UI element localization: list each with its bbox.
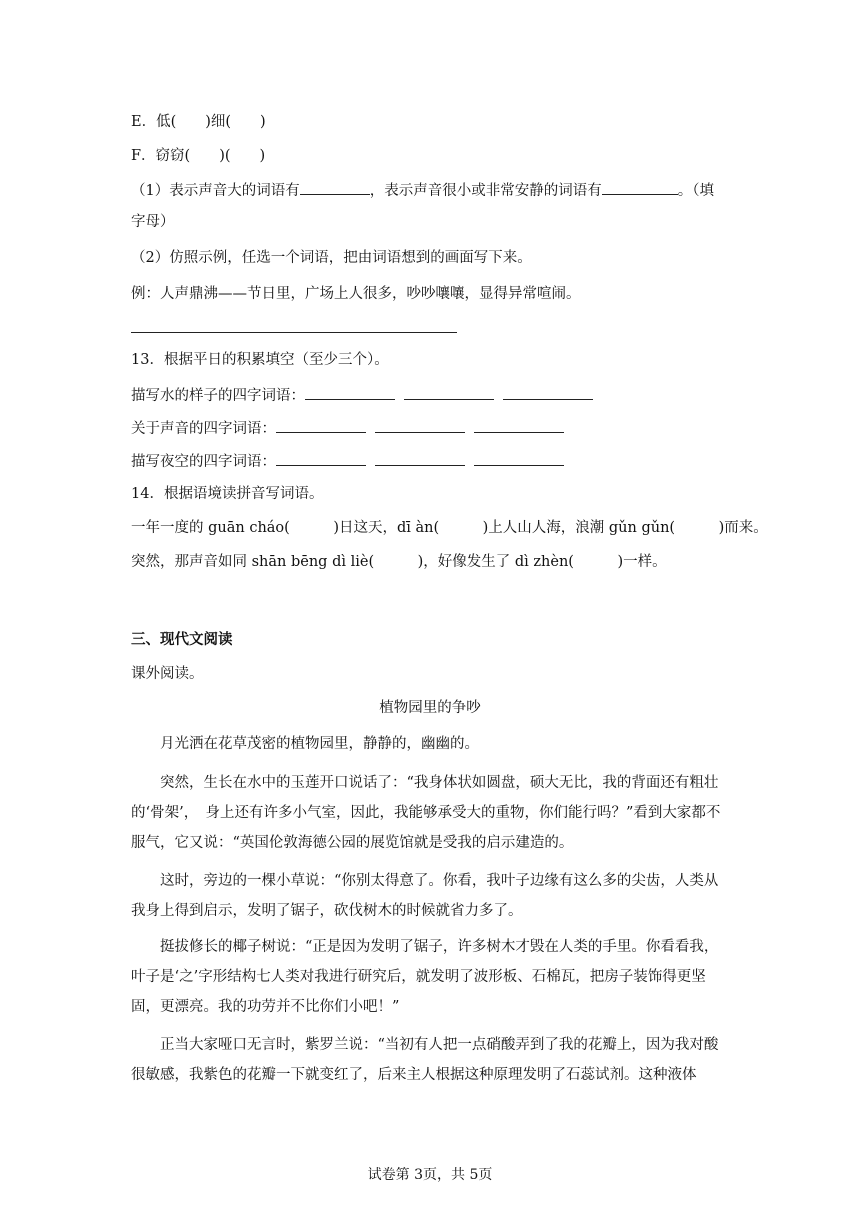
q13-water-label: 描写水的样子的四字词语： [131,388,305,404]
answer-blank[interactable] [474,418,564,433]
q13-sound-line [131,418,564,439]
question-1-line [131,180,714,201]
q1-text-a: （1）表示声音大的词语有 [131,183,300,199]
article-title: 植物园里的争吵 [379,700,481,716]
q1-text-d: 字母） [131,214,175,230]
article-paragraph: 突然，生长在水中的玉莲开口说话了：“我身体状如圆盘，硕大无比，我的背面还有粗壮的‘骨架’， 身上还有许多小气室，因此，我能够承受大的重物，你们能行吗？”看到大家都不服气，它又说：“英国伦敦海德公园的展览馆就是受我的启示建造的。 [131,775,721,851]
answer-blank[interactable] [503,385,593,400]
option-e: E．低( )细( ) [131,114,266,130]
question-13: 13．根据平日的积累填空（至少三个）。 [131,352,389,368]
answer-blank[interactable] [602,180,678,195]
answer-blank[interactable] [375,451,465,466]
section-heading: 三、现代文阅读 [131,631,233,648]
example-line: 例：人声鼎沸——节日里，广场上人很多，吵吵嚷嚷，显得异常喧闹。 [131,286,581,302]
article-paragraph: 正当大家哑口无言时，紫罗兰说：“当初有人把一点硝酸弄到了我的花瓣上，因为我对酸很敏感，我紫色的花瓣一下就变红了，后来主人根据这种原理发明了石蕊试剂。这种液体 [131,1037,719,1083]
q13-sound-label: 关于声音的四字词语： [131,421,276,437]
answer-blank[interactable] [276,418,366,433]
answer-blank[interactable] [474,451,564,466]
question-2: （2）仿照示例，任选一个词语，把由词语想到的画面写下来。 [131,250,532,266]
q14-line-1: 一年一度的 guān cháo( )日这天，dī àn( )上人山人海，浪潮 gǔn gǔn( )而来。 [131,520,768,536]
option-f: F．窃窃( )( ) [131,148,266,164]
q13-night-line [131,451,564,472]
q14-line-2: 突然，那声音如同 shān bēng dì liè( )，好像发生了 dì zhèn( )一样。 [131,554,667,570]
answer-blank[interactable] [375,418,465,433]
q13-water-line [131,385,593,406]
article-paragraph: 月光洒在花草茂密的植物园里，静静的，幽幽的。 [160,736,479,752]
question-14: 14．根据语境读拼音写词语。 [131,486,324,502]
q1-text-b: ，表示声音很小或非常安静的词语有 [369,183,602,199]
answer-blank[interactable] [276,451,366,466]
article-paragraph: 挺拔修长的椰子树说：“正是因为发明了锯子，许多树木才毁在人类的手里。你看看我，叶子是‘之’字形结构七人类对我进行研究后，就发明了波形板、石棉瓦，把房子装饰得更坚固，更漂亮。我的功劳并不比你们小吧！” [131,939,719,1015]
q13-night-label: 描写夜空的四字词语： [131,454,276,470]
page-footer: 试卷第 3页，共 5页 [367,1167,493,1183]
answer-blank[interactable] [305,385,395,400]
extra-reading-label: 课外阅读。 [131,666,204,682]
q1-text-c: 。（填 [677,183,714,199]
article-paragraph: 这时，旁边的一棵小草说：“你别太得意了。你看，我叶子边缘有这么多的尖齿，人类从我身上得到启示，发明了锯子，砍伐树木的时候就省力多了。 [131,873,719,919]
answer-blank[interactable] [404,385,494,400]
answer-line[interactable] [131,318,457,339]
answer-blank[interactable] [300,180,370,195]
